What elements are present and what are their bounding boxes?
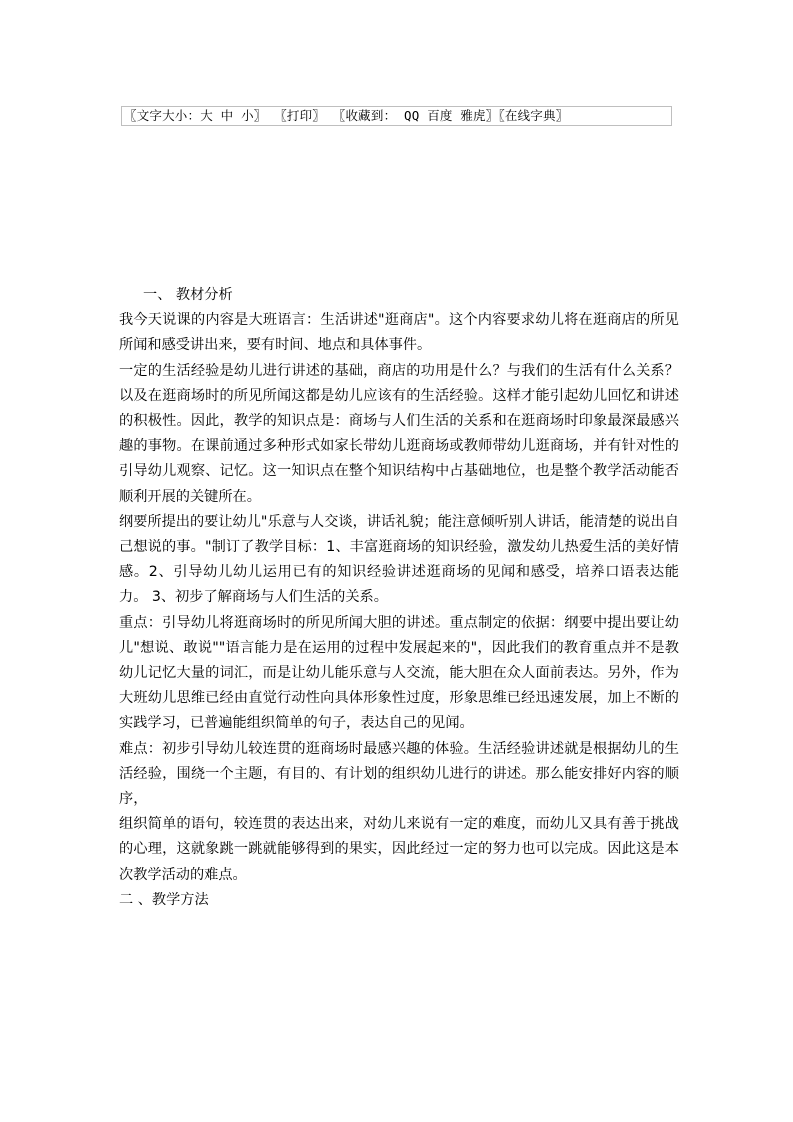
print-close: 〗 (312, 108, 326, 123)
dictionary-close: 〗 (555, 108, 569, 123)
online-dictionary-link[interactable]: 在线字典 (504, 108, 556, 123)
font-size-large-link[interactable]: 大 (200, 108, 213, 123)
font-size-small-link[interactable]: 小 (241, 108, 254, 123)
dictionary-open: 〖 (498, 108, 505, 123)
paragraph-key-point: 重点：引导幼儿将逛商场时的所见所闻大胆的讲述。重点制定的依据：纲要中提出要让幼儿"想说、敢说""语言能力是在运用的过程中发展起来的"，因此我们的教育重点并不是教幼儿记忆大量的词汇，而是让幼儿能乐意与人交流，能大胆在众人面前表达。另外，作为大班幼儿思维已经由直觉行动性向具体形象性过度，形象思维已经迅速发展，加上不断的实践学习，已普遍能组织简单的句子，表达自己的见闻。 (119, 614, 679, 732)
paragraph-knowledge-point: 一定的生活经验是幼儿进行讲述的基础，商店的功用是什么？与我们的生活有什么关系？以及在逛商场时的所见所闻这都是幼儿应该有的生活经验。这样才能引起幼儿回忆和讲述的积极性。因此，教学的知识点是：商场与人们生活的关系和在逛商场时印象最深最感兴趣的事物。在课前通过多种形式如家长带幼儿逛商场或教师带幼儿逛商场，并有针对性的引导幼儿观察、记忆。这一知识点在整个知识结构中占基础地位，也是整个教学活动能否顺利开展的关键所在。 (119, 362, 679, 505)
font-size-medium-link[interactable]: 中 (220, 108, 234, 123)
paragraph-teaching-goals: 纲要所提出的要让幼儿"乐意与人交谈，讲话礼貌；能注意倾听别人讲话，能清楚的说出自己想说的事。"制订了教学目标：1、丰富逛商场的知识经验，激发幼儿热爱生活的美好情感。2、引导幼儿幼儿运用已有的知识经验讲述逛商场的见闻和感受，培养口语表达能力。 3、初步了解商场与人们生活的关系。 (119, 513, 679, 606)
print-link[interactable]: 打印 (286, 108, 313, 123)
section-heading-teaching-material: 一、 教材分析 (143, 287, 233, 303)
section-heading-teaching-method: 二 、教学方法 (119, 891, 209, 908)
font-size-close: 〗 (253, 108, 267, 123)
article-body (119, 283, 679, 913)
paragraph-difficulty: 难点：初步引导幼儿较连贯的逛商场时最感兴趣的体验。生活经验讲述就是根据幼儿的生活经验，围绕一个主题，有目的、有计划的组织幼儿进行的讲述。那么能安排好内容的顺序， (119, 740, 679, 808)
favorite-yahoo-link[interactable]: 雅虎 (460, 108, 486, 123)
document-toolbar (121, 106, 672, 126)
favorites-close: 〗 (485, 108, 499, 123)
favorite-baidu-link[interactable]: 百度 (427, 108, 453, 123)
favorites-open: 〖收藏到： (332, 108, 397, 123)
font-size-open: 〖文字大小： (124, 108, 201, 123)
paragraph-intro: 我今天说课的内容是大班语言：生活讲述"逛商店"。这个内容要求幼儿将在逛商店的所见所闻和感受讲出来，要有时间、地点和具体事件。 (119, 312, 679, 354)
favorite-qq-link[interactable]: QQ (404, 108, 420, 123)
print-open: 〖 (274, 108, 287, 123)
paragraph-difficulty-continued: 组织简单的语句，较连贯的表达出来，对幼儿来说有一定的难度，而幼儿又具有善于挑战的心理，这就象跳一跳就能够得到的果实，因此经过一定的努力也可以完成。因此这是本次教学活动的难点。 (119, 816, 679, 883)
